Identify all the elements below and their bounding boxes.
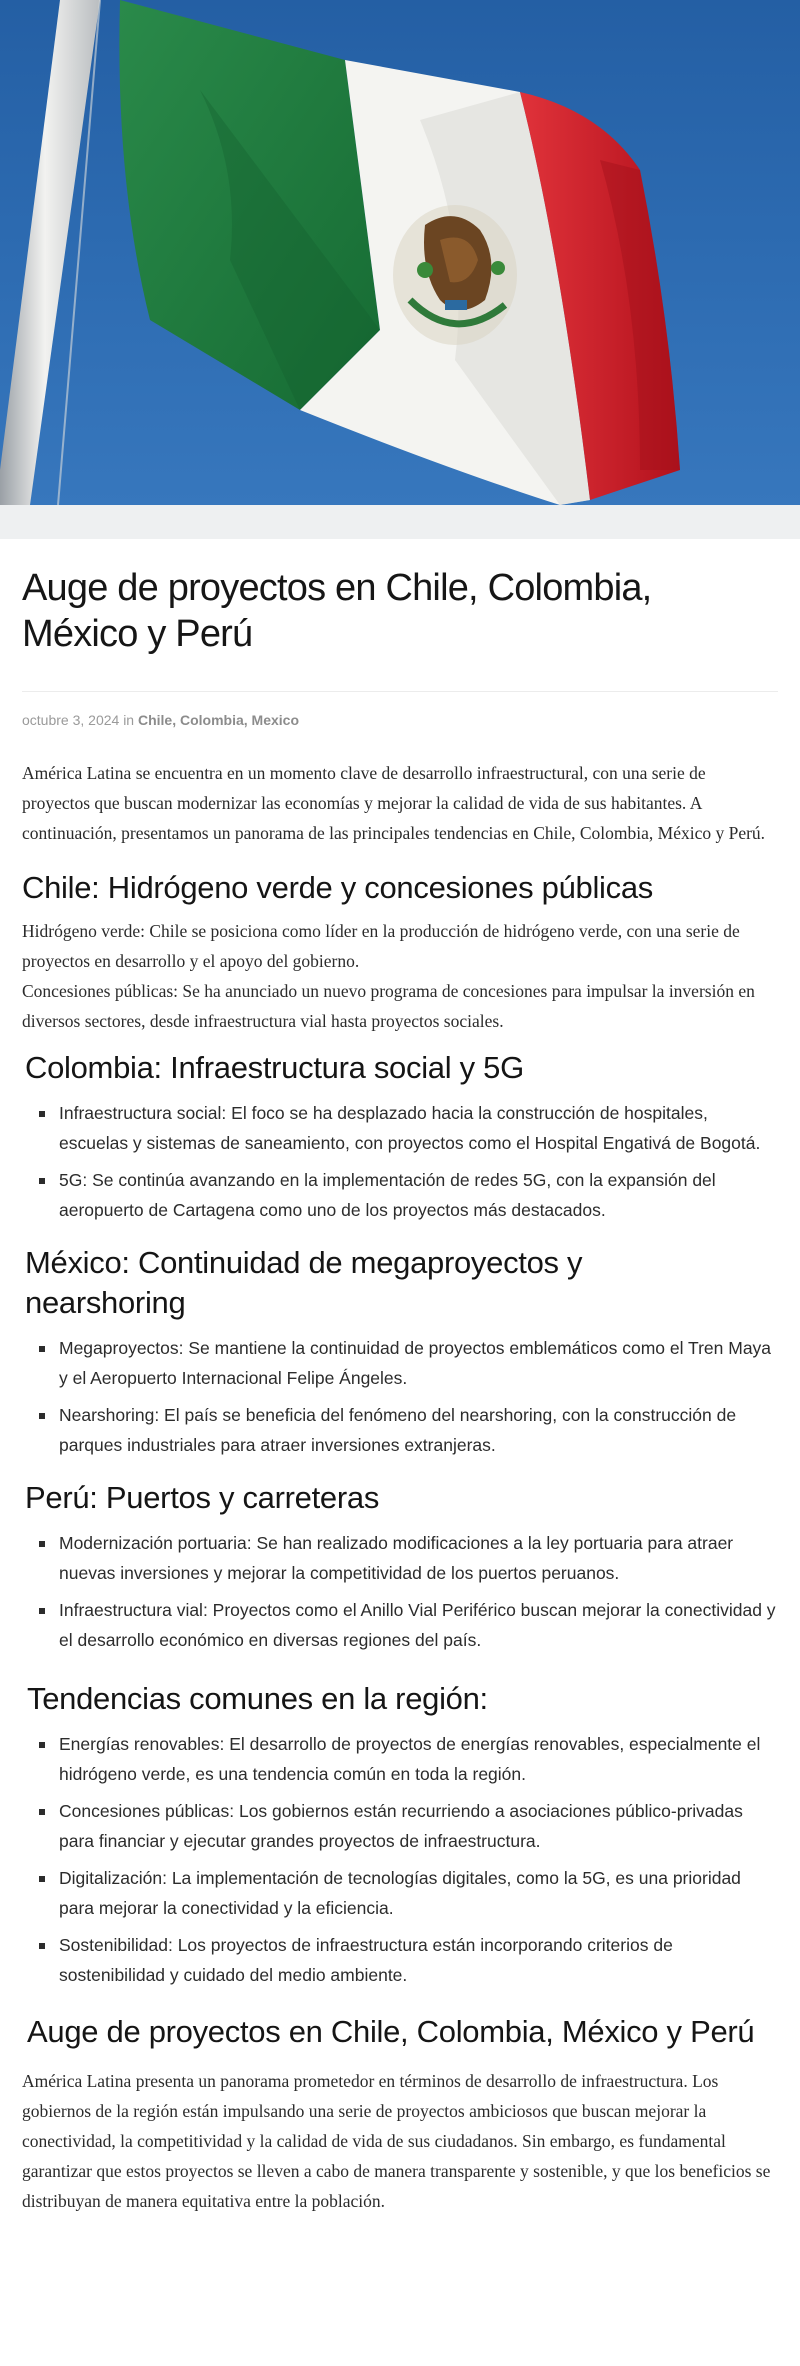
tendencias-list [22,1729,778,1990]
peru-list [22,1528,778,1655]
list-item: Energías renovables: El desarrollo de proyectos de energías renovables, especialmente el hidrógeno verde, es una tendencia común en toda la región. [39,1729,778,1789]
list-item: Sostenibilidad: Los proyectos de infraestructura están incorporando criterios de sostenibilidad y cuidado del medio ambiente. [39,1930,778,1990]
chile-line-hidrogeno: Hidrógeno verde: Chile se posiciona como líder en la producción de hidrógeno verde, con una serie de proyectos en desarrollo y el apoyo del gobierno. [22,921,740,971]
section-heading-colombia: Colombia: Infraestructura social y 5G [25,1050,524,1085]
colombia-list [22,1098,778,1225]
list-item: Infraestructura social: El foco se ha desplazado hacia la construcción de hospitales, escuelas y sistemas de saneamiento, con proyectos como el Hospital Engativá de Bogotá. [39,1098,778,1158]
list-item: Megaproyectos: Se mantiene la continuidad de proyectos emblemáticos como el Tren Maya y el Aeropuerto Internacional Felipe Ángeles. [39,1333,778,1393]
list-item: Concesiones públicas: Los gobiernos están recurriendo a asociaciones público-privadas para financiar y ejecutar grandes proyectos de infraestructura. [39,1796,778,1856]
hero-caption-band [0,505,800,539]
hero-image [0,0,800,505]
mexico-list [22,1333,778,1460]
section-heading-chile: Chile: Hidrógeno verde y concesiones públicas [22,870,653,905]
section-heading-conclusion: Auge de proyectos en Chile, Colombia, México y Perú [27,2014,755,2049]
section-heading-tendencias: Tendencias comunes en la región: [27,1681,488,1716]
chile-paragraph [22,916,778,1036]
list-item: Modernización portuaria: Se han realizado modificaciones a la ley portuaria para atraer nuevas inversiones y mejorar la competitividad de los puertos peruanos. [39,1528,778,1588]
article [0,565,800,2216]
section-heading-mexico: México: Continuidad de megaproyectos y nearshoring [25,1245,583,1320]
post-date: octubre 3, 2024 [22,712,120,728]
section-heading-peru: Perú: Puertos y carreteras [25,1480,380,1515]
mexico-flag-photo [0,0,800,505]
chile-line-concesiones: Concesiones públicas: Se ha anunciado un nuevo programa de concesiones para impulsar la inversión en diversos sectores, desde infraestructura vial hasta proyectos sociales. [22,981,755,1031]
intro-paragraph: América Latina se encuentra en un momento clave de desarrollo infraestructural, con una serie de proyectos que buscan modernizar las economías y mejorar la calidad de vida de sus habitantes. A continuación, presentamos un panorama de las principales tendencias en Chile, Colombia, México y Perú. [22,763,766,843]
page-title: Auge de proyectos en Chile, Colombia, México y Perú [22,567,652,655]
list-item: Digitalización: La implementación de tecnologías digitales, como la 5G, es una prioridad para mejorar la conectividad y la eficiencia. [39,1863,778,1923]
category-links[interactable]: Chile, Colombia, Mexico [137,712,300,728]
divider [22,691,778,692]
in-label: in [123,712,135,728]
list-item: Infraestructura vial: Proyectos como el Anillo Vial Periférico buscan mejorar la conectividad y el desarrollo económico en diversas regiones del país. [39,1595,778,1655]
post-meta [22,710,778,730]
list-item: 5G: Se continúa avanzando en la implementación de redes 5G, con la expansión del aeropuerto de Cartagena como uno de los proyectos más destacados. [39,1165,778,1225]
conclusion-paragraph: América Latina presenta un panorama prometedor en términos de desarrollo de infraestructura. Los gobiernos de la región están impulsando una serie de proyectos ambiciosos que buscan mejorar la conectividad, la competitividad y la calidad de vida de sus ciudadanos. Sin embargo, es fundamental garantizar que estos proyectos se lleven a cabo de manera transparente y sostenible, y que los beneficios se distribuyan de manera equitativa entre la población. [22,2071,771,2211]
list-item: Nearshoring: El país se beneficia del fenómeno del nearshoring, con la construcción de parques industriales para atraer inversiones extranjeras. [39,1400,778,1460]
